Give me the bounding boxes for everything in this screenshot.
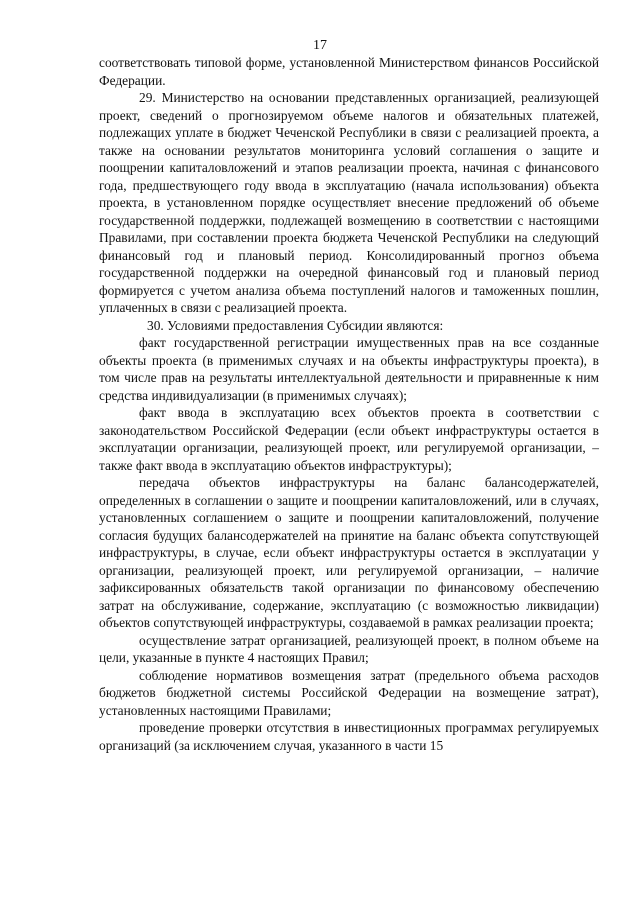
paragraph-30: 30. Условиями предоставления Субсидии являются: (147, 317, 444, 333)
condition-item: проведение проверки отсутствия в инвестиционных программах регулируемых организаций (за исключением случая, указанного в части 15 (99, 720, 599, 753)
paragraph-29: 29. Министерство на основании представленных организацией, реализующей проект, сведений о прогнозируемом объеме налогов и обязательных платежей, подлежащих уплате в бюджет Чеченской Республики в связи с реализацией проекта, а также на основании результатов мониторинга условий соглашения о защите и поощрении капиталовложений и этапов реализации проекта, начиная с финансового года, предшествующего году ввода в эксплуатацию (начала использования) объекта проекта, в установленном порядке осуществляет внесение предложений об объеме государственной поддержки, подлежащей возмещению в соответствии с настоящими Правилами, при составлении проекта бюджета Чеченской Республики на следующий финансовый год и плановый период. Консолидированный прогноз объема государственной поддержки на очередной финансовый год и плановый период формируется с учетом анализа объема поступлений налогов и таможенных пошлин, уплаченных в связи с реализацией проекта. (99, 90, 599, 315)
condition-item: соблюдение нормативов возмещения затрат (предельного объема расходов бюджетов бюджетной системы Российской Федерации на возмещение затрат), установленных настоящими Правилами; (99, 667, 599, 718)
document-body (99, 54, 599, 754)
condition-item: передача объектов инфраструктуры на баланс балансодержателей, определенных в соглашении о защите и поощрении капиталовложений, или в случаях, установленных соглашением о защите и поощрении капиталовложений, получение согласия будущих балансодержателей на принятие на баланс объекта сопутствующей инфраструктуры, в случае, если объект инфраструктуры остается в эксплуатации у организации, реализующей проект, или регулируемой организации, – наличие зафиксированных обязательств такой организации по финансовому обеспечению затрат на обслуживание, содержание, эксплуатацию (с возможностью ликвидации) объектов сопутствующей инфраструктуры, создаваемой в рамках реализации проекта; (99, 475, 599, 630)
paragraph-continuation: соответствовать типовой форме, установленной Министерством финансов Российской Федерации. (99, 55, 599, 88)
condition-item: факт ввода в эксплуатацию всех объектов проекта в соответствии с законодательством Российской Федерации (если объект инфраструктуры остается в эксплуатации организации, реализующей проект, или регулируемой организации, – также факт ввода в эксплуатацию объектов инфраструктуры); (99, 405, 599, 473)
condition-item: факт государственной регистрации имущественных прав на все созданные объекты проекта (в применимых случаях и на объекты инфраструктуры проекта), в том числе прав на результаты интеллектуальной деятельности и приравненные к ним средства индивидуализации (в применимых случаях); (99, 335, 599, 403)
condition-item: осуществление затрат организацией, реализующей проект, в полном объеме на цели, указанные в пункте 4 настоящих Правил; (99, 632, 599, 665)
page-number: 17 (313, 38, 327, 53)
